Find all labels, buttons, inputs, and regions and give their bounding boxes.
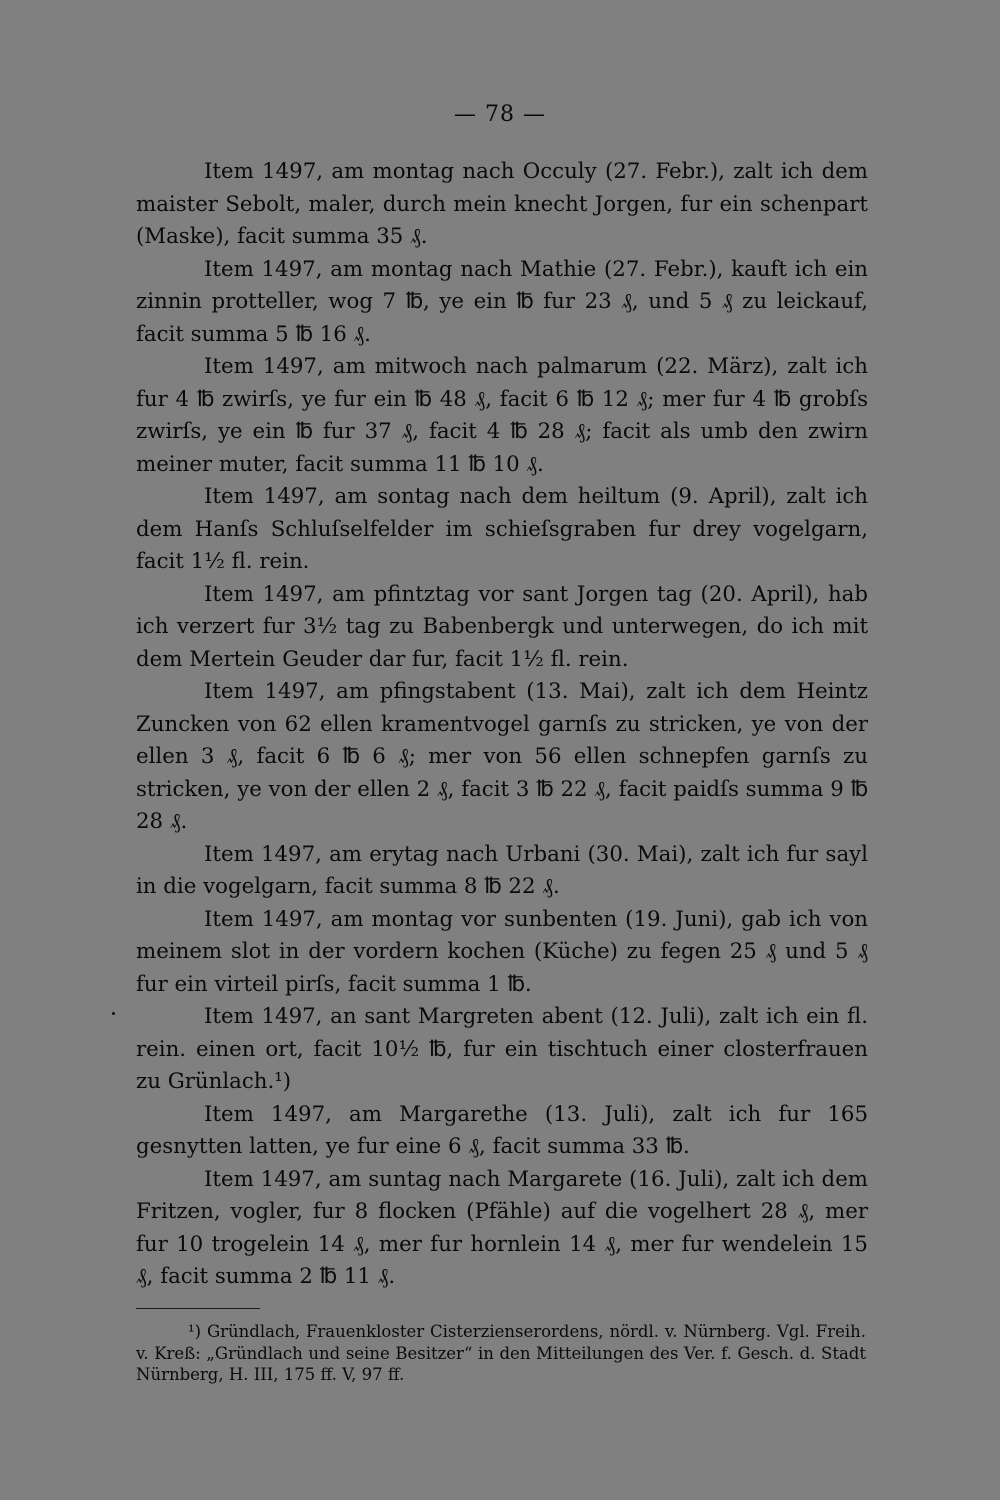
ledger-entry: Item 1497, am montag nach Occuly (27. Febr.), zalt ich dem maister Sebolt, maler, durch mein knecht Jorgen, fur ein schenpart (Maske), facit summa 35 ₰. <box>136 159 868 249</box>
page-number: — 78 — <box>454 102 546 127</box>
ledger-entry: Item 1497, an sant Margreten abent (12. Juli), zalt ich ein fl. rein. einen ort, facit 10½ ℔, fur ein tischtuch einer closterfrauen zu Grünlach.¹) <box>136 1004 868 1094</box>
footnote <box>136 1321 866 1386</box>
ledger-entry: Item 1497, am montag nach Mathie (27. Febr.), kauft ich ein zinnin protteller, wog 7 ℔, ye ein ℔ fur 23 ₰, und 5 ₰ zu leickauf, facit summa 5 ℔ 16 ₰. <box>136 256 868 347</box>
ledger-entry: Item 1497, am pfingstabent (13. Mai), zalt ich dem Heintz Zuncken von 62 ellen kramentvogel garnſs zu stricken, ye von der ellen 3 ₰, facit 6 ℔ 6 ₰; mer von 56 ellen schnepfen garnſs zu stricken, ye von der ellen 2 ₰, facit 3 ℔ 22 ₰, facit paidſs summa 9 ℔ 28 ₰. <box>136 679 868 834</box>
ledger-entry: Item 1497, am mitwoch nach palmarum (22. März), zalt ich fur 4 ℔ zwirſs, ye fur ein ℔ 48 ₰, facit 6 ℔ 12 ₰; mer fur 4 ℔ grobſs zwirſs, ye ein ℔ fur 37 ₰, facit 4 ℔ 28 ₰; facit als umb den zwirn meiner muter, facit summa 11 ℔ 10 ₰. <box>136 354 868 477</box>
footnote-mark: ¹) <box>188 1322 202 1341</box>
ledger-entry: Item 1497, am montag vor sunbenten (19. Juni), gab ich von meinem slot in der vordern kochen (Küche) zu fegen 25 ₰ und 5 ₰ fur ein virteil pirſs, facit summa 1 ℔. <box>136 906 868 997</box>
ledger-entry: Item 1497, am Margarethe (13. Juli), zalt ich fur 165 gesnytten latten, ye fur eine 6 ₰, facit summa 33 ℔. <box>136 1101 868 1159</box>
ledger-entry: Item 1497, am sontag nach dem heiltum (9. April), zalt ich dem Hanſs Schluſselfelder im schieſsgraben fur drey vogelgarn, facit 1½ fl. rein. <box>136 484 868 574</box>
ledger-entries <box>136 156 868 1294</box>
footnote-separator <box>136 1308 260 1309</box>
footnote-text: Gründlach, Frauenkloster Cisterzienserordens, nördl. v. Nürnberg. Vgl. Freih. v. Kreß: „Gründlach und seine Besitzer“ in den Mitteilungen des Ver. f. Gesch. d. Stadt Nürnberg, H. III, 175 ff. V, 97 ff. <box>136 1322 866 1384</box>
ledger-entry: Item 1497, am erytag nach Urbani (30. Mai), zalt ich fur sayl in die vogelgarn, facit summa 8 ℔ 22 ₰. <box>136 841 868 899</box>
print-speck <box>112 1012 115 1015</box>
ledger-entry: Item 1497, am pfintztag vor sant Jorgen tag (20. April), hab ich verzert fur 3½ tag zu Babenbergk und unterwegen, do ich mit dem Mertein Geuder dar fur, facit 1½ fl. rein. <box>136 581 868 672</box>
ledger-entry: Item 1497, am suntag nach Margarete (16. Juli), zalt ich dem Fritzen, vogler, fur 8 flocken (Pfähle) auf die vogelhert 28 ₰, mer fur 10 trogelein 14 ₰, mer fur hornlein 14 ₰, mer fur wendelein 15 ₰, facit summa 2 ℔ 11 ₰. <box>136 1166 868 1289</box>
